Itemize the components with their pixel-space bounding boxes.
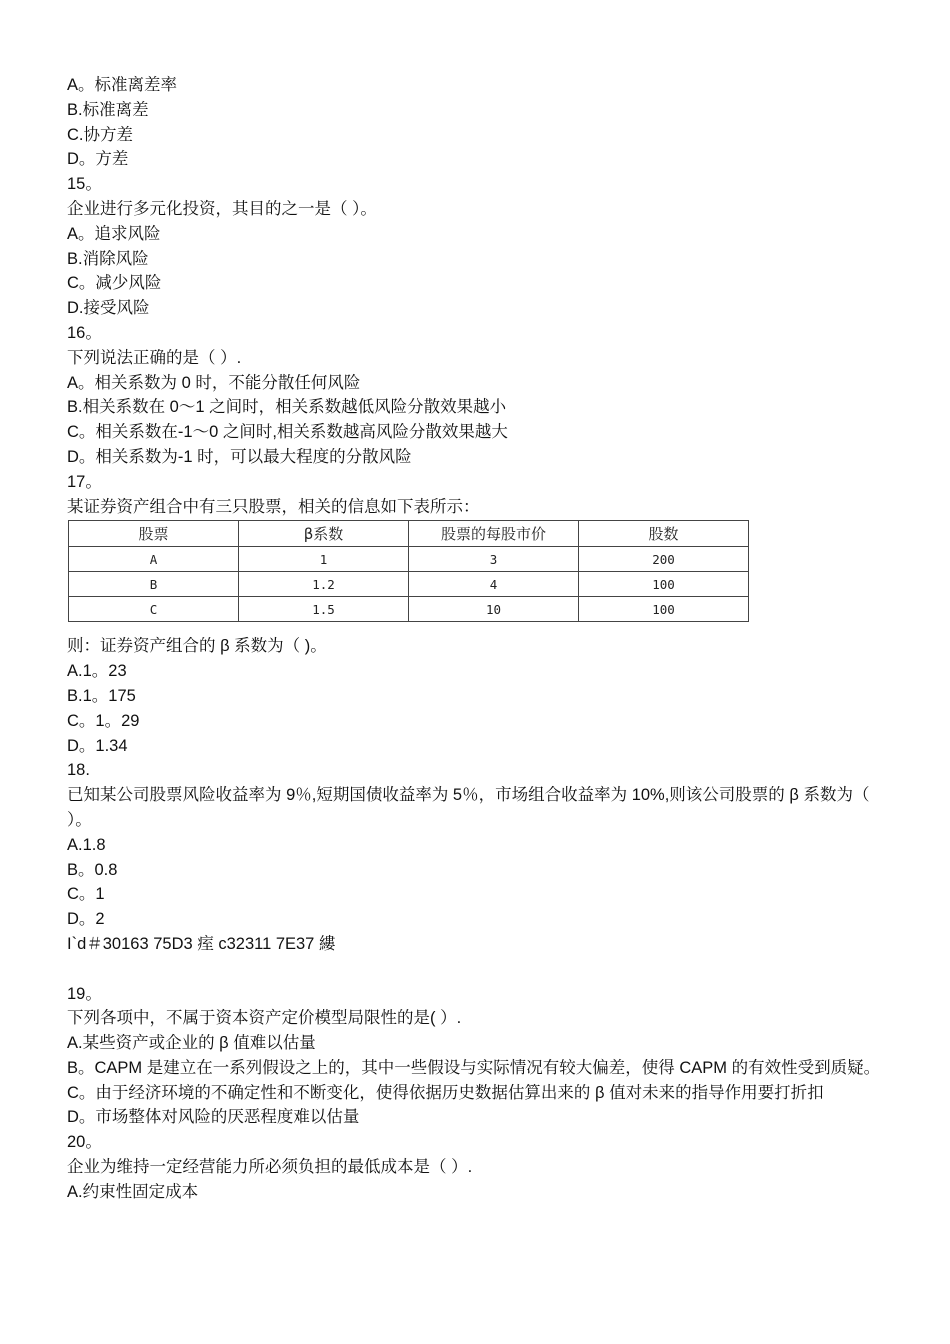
text-line: B。CAPM 是建立在一系列假设之上的，其中一些假设与实际情况有较大偏差，使得 CAPM 的有效性受到质疑。 (67, 1058, 881, 1077)
text-line: A.某些资产或企业的 β 值难以估量 (67, 1034, 316, 1053)
text-line: B.相关系数在 0～1 之间时，相关系数越低风险分散效果越小 (67, 398, 507, 417)
table-cell: 4 (409, 572, 579, 597)
text-line: 下列说法正确的是（ ）. (67, 348, 242, 367)
text-line: 15。 (67, 175, 102, 194)
text-line: C。相关系数在-1～0 之间时,相关系数越高风险分散效果越大 (67, 423, 508, 442)
text-line: 企业进行多元化投资，其目的之一是（ ）。 (67, 199, 377, 218)
text-line: 18. (67, 761, 90, 780)
stock-info-table-wrapper (68, 520, 889, 622)
table-row (69, 547, 749, 572)
table-row (69, 572, 749, 597)
text-line: B。0.8 (67, 860, 118, 879)
header-cell: 股数 (579, 521, 749, 547)
table-cell: C (69, 597, 239, 622)
table-header-row (69, 521, 749, 547)
text-line: D。相关系数为-1 时，可以最大程度的分散风险 (67, 447, 412, 466)
text-line: 某证券资产组合中有三只股票，相关的信息如下表所示： (67, 497, 480, 516)
text-line: A。标准离差率 (67, 76, 178, 94)
table-cell: 100 (579, 572, 749, 597)
text-line: B.消除风险 (67, 249, 149, 268)
table-cell: 100 (579, 597, 749, 622)
text-line: C。减少风险 (67, 274, 162, 293)
header-cell: 股票 (69, 521, 239, 547)
table-cell: 3 (409, 547, 579, 572)
text-line: C。1。29 (67, 711, 140, 730)
header-cell: 股票的每股市价 (409, 521, 579, 547)
table-cell: 1.2 (239, 572, 409, 597)
blank-line (67, 957, 889, 982)
table-cell: 200 (579, 547, 749, 572)
text-line: 20。 (67, 1133, 102, 1152)
text-line: D。1.34 (67, 736, 128, 755)
text-block-after-table (67, 634, 889, 1204)
text-line: B.标准离差 (67, 100, 149, 119)
text-line: 企业为维持一定经营能力所必须负担的最低成本是（ ）. (67, 1158, 473, 1177)
table-cell: B (69, 572, 239, 597)
text-line: 17。 (67, 472, 102, 491)
table-cell: 10 (409, 597, 579, 622)
text-line: 下列各项中，不属于资本资产定价模型局限性的是( ）. (67, 1009, 462, 1028)
text-line: D.接受风险 (67, 299, 150, 318)
text-line: 16。 (67, 323, 102, 342)
text-line: 则：证券资产组合的 β 系数为（ )。 (67, 637, 327, 656)
text-line: I`d＃30163 75D3 痓 c32311 7E37 縷 (67, 934, 336, 953)
text-line: A.约束性固定成本 (67, 1182, 199, 1201)
document-page (67, 73, 889, 1205)
text-line: A。相关系数为 0 时，不能分散任何风险 (67, 373, 361, 392)
stock-info-table (68, 520, 749, 622)
text-line: A.1。23 (67, 662, 127, 681)
text-line: C.协方差 (67, 125, 133, 144)
table-row (69, 597, 749, 622)
table-cell: 1 (239, 547, 409, 572)
text-line: D。2 (67, 910, 105, 929)
text-line: D。方差 (67, 150, 129, 169)
text-line: A。追求风险 (67, 224, 161, 243)
text-line: A.1.8 (67, 835, 106, 854)
text-line: 已知某公司股票风险收益率为 9％,短期国债收益率为 5％，市场组合收益率为 10%,则该公司股票的 β 系数为（ ）。 (67, 786, 870, 829)
text-line: C。由于经济环境的不确定性和不断变化，使得依据历史数据估算出来的 β 值对未来的指导作用要打折扣 (67, 1083, 824, 1102)
text-block-before-table (67, 73, 889, 519)
table-cell: A (69, 547, 239, 572)
text-line: B.1。175 (67, 686, 136, 705)
text-line: C。1 (67, 885, 105, 904)
text-line: 19。 (67, 984, 102, 1003)
table-cell: 1.5 (239, 597, 409, 622)
text-line: D。市场整体对风险的厌恶程度难以估量 (67, 1108, 360, 1127)
header-cell: β系数 (239, 521, 409, 547)
